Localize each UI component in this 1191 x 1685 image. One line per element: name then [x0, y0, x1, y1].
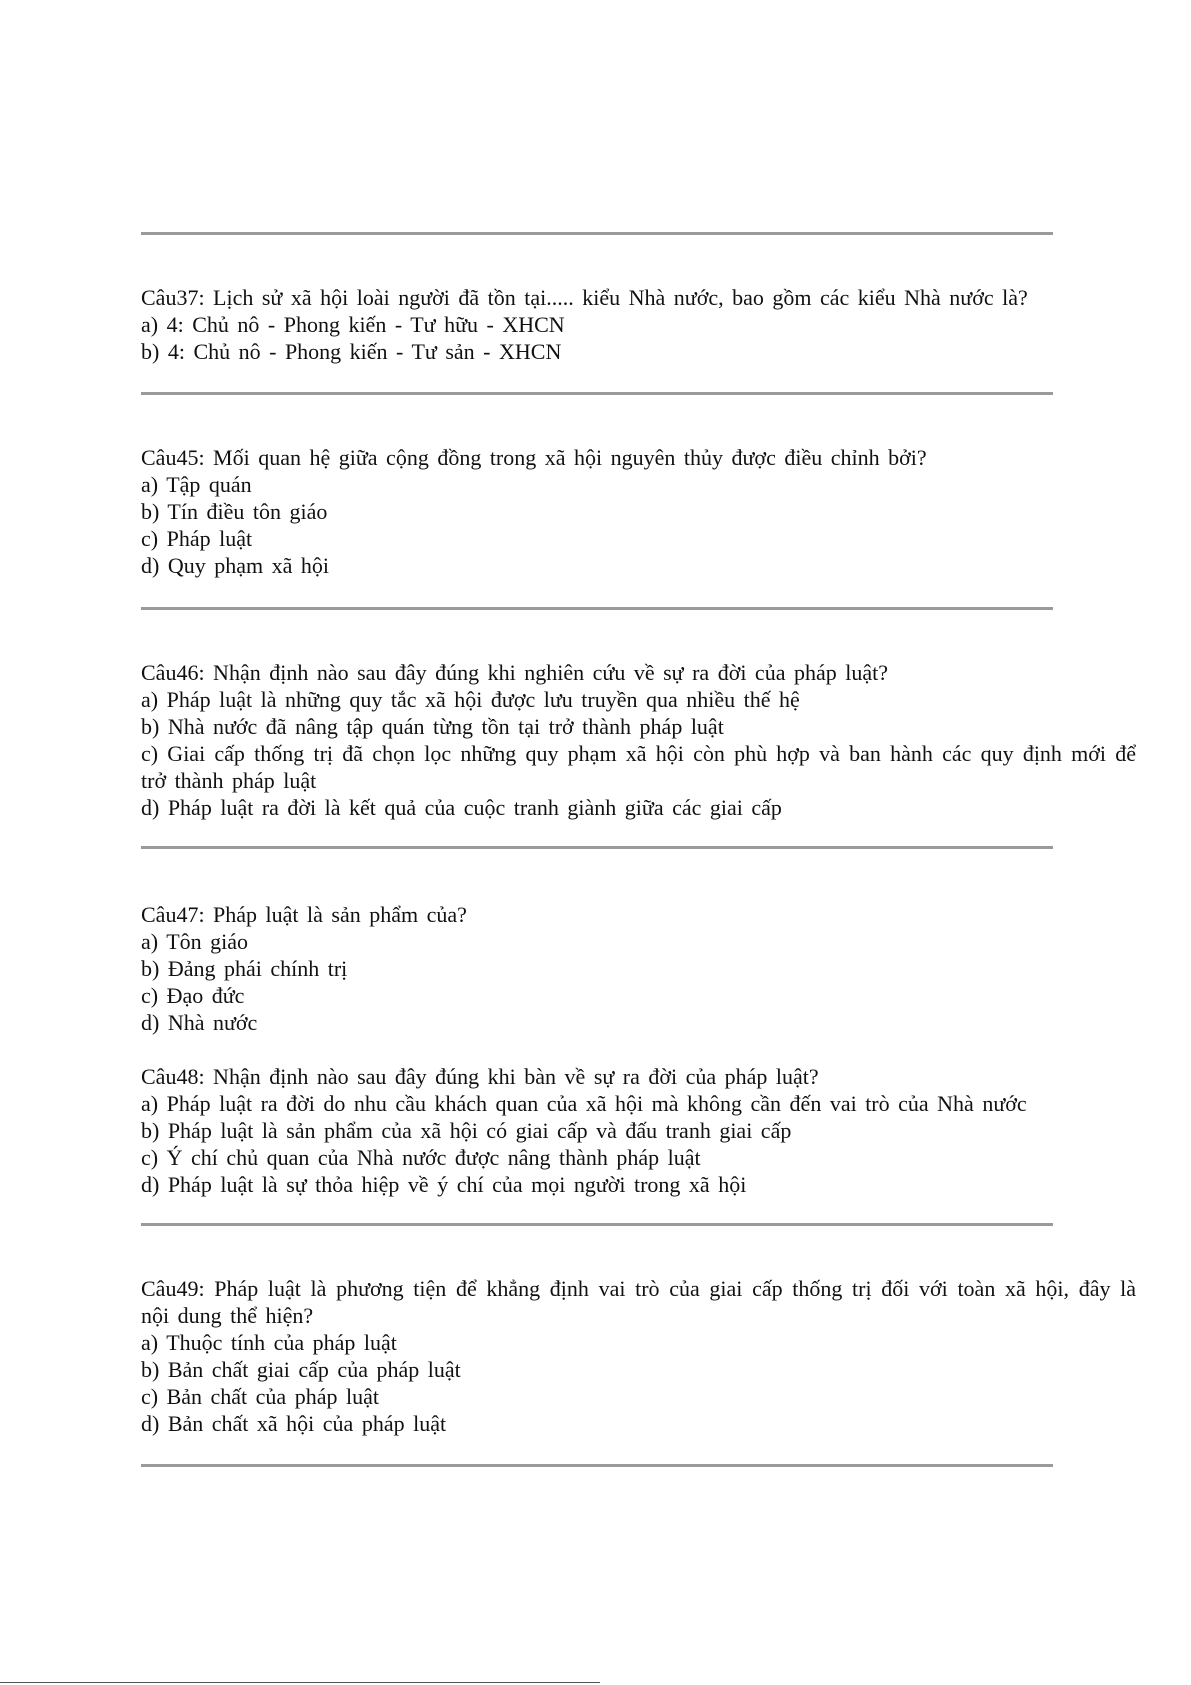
answer-option: a) Pháp luật là những quy tắc xã hội được lưu truyền qua nhiều thế hệ	[141, 687, 800, 712]
separator-line	[141, 232, 1053, 235]
question-title: Câu45: Mối quan hệ giữa cộng đồng trong xã hội nguyên thủy được điều chỉnh bởi?	[141, 445, 927, 470]
answer-option: b) Nhà nước đã nâng tập quán từng tồn tại trở thành pháp luật	[141, 714, 724, 739]
question-title: Câu48: Nhận định nào sau đây đúng khi bàn về sự ra đời của pháp luật?	[141, 1064, 819, 1089]
answer-option: c) Đạo đức	[141, 983, 245, 1008]
answer-option: a) Tập quán	[141, 472, 252, 497]
answer-option: c) Giai cấp thống trị đã chọn lọc những quy phạm xã hội còn phù hợp và ban hành các quy định mới để trở thành pháp luật	[141, 741, 1136, 793]
question-45	[141, 444, 1136, 579]
question-47	[141, 901, 1136, 1036]
footer-line	[0, 1682, 600, 1683]
answer-option: a) Thuộc tính của pháp luật	[141, 1330, 397, 1355]
answer-option: c) Pháp luật	[141, 526, 253, 551]
answer-option: d) Pháp luật là sự thỏa hiệp về ý chí của mọi người trong xã hội	[141, 1172, 747, 1197]
question-48	[141, 1063, 1136, 1198]
separator-line	[141, 1464, 1053, 1467]
answer-option: a) Tôn giáo	[141, 929, 249, 954]
answer-option: b) 4: Chủ nô - Phong kiến - Tư sản - XHCN	[141, 339, 562, 364]
question-37	[141, 284, 1136, 365]
answer-option: b) Pháp luật là sản phẩm của xã hội có giai cấp và đấu tranh giai cấp	[141, 1118, 792, 1143]
question-title: Câu46: Nhận định nào sau đây đúng khi nghiên cứu về sự ra đời của pháp luật?	[141, 660, 888, 685]
answer-option: a) 4: Chủ nô - Phong kiến - Tư hữu - XHCN	[141, 312, 565, 337]
answer-option: d) Pháp luật ra đời là kết quả của cuộc tranh giành giữa các giai cấp	[141, 795, 782, 820]
separator-line	[141, 392, 1053, 395]
separator-line	[141, 607, 1053, 610]
answer-option: c) Ý chí chủ quan của Nhà nước được nâng thành pháp luật	[141, 1145, 701, 1170]
separator-line	[141, 1223, 1053, 1226]
question-title: Câu49: Pháp luật là phương tiện để khẳng định vai trò của giai cấp thống trị đối với toàn xã hội, đây là nội dung thể hiện?	[141, 1276, 1136, 1328]
question-title: Câu47: Pháp luật là sản phẩm của?	[141, 902, 467, 927]
question-title: Câu37: Lịch sử xã hội loài người đã tồn tại..... kiểu Nhà nước, bao gồm các kiểu Nhà nước là?	[141, 285, 1028, 310]
answer-option: d) Bản chất xã hội của pháp luật	[141, 1411, 447, 1436]
answer-option: d) Quy phạm xã hội	[141, 553, 329, 578]
answer-option: d) Nhà nước	[141, 1010, 258, 1035]
answer-option: b) Bản chất giai cấp của pháp luật	[141, 1357, 461, 1382]
question-49	[141, 1275, 1136, 1437]
answer-option: b) Tín điều tôn giáo	[141, 499, 328, 524]
answer-option: b) Đảng phái chính trị	[141, 956, 348, 981]
answer-option: a) Pháp luật ra đời do nhu cầu khách quan của xã hội mà không cần đến vai trò của Nhà nước	[141, 1091, 1027, 1116]
question-46	[141, 659, 1136, 821]
answer-option: c) Bản chất của pháp luật	[141, 1384, 379, 1409]
separator-line	[141, 846, 1053, 849]
